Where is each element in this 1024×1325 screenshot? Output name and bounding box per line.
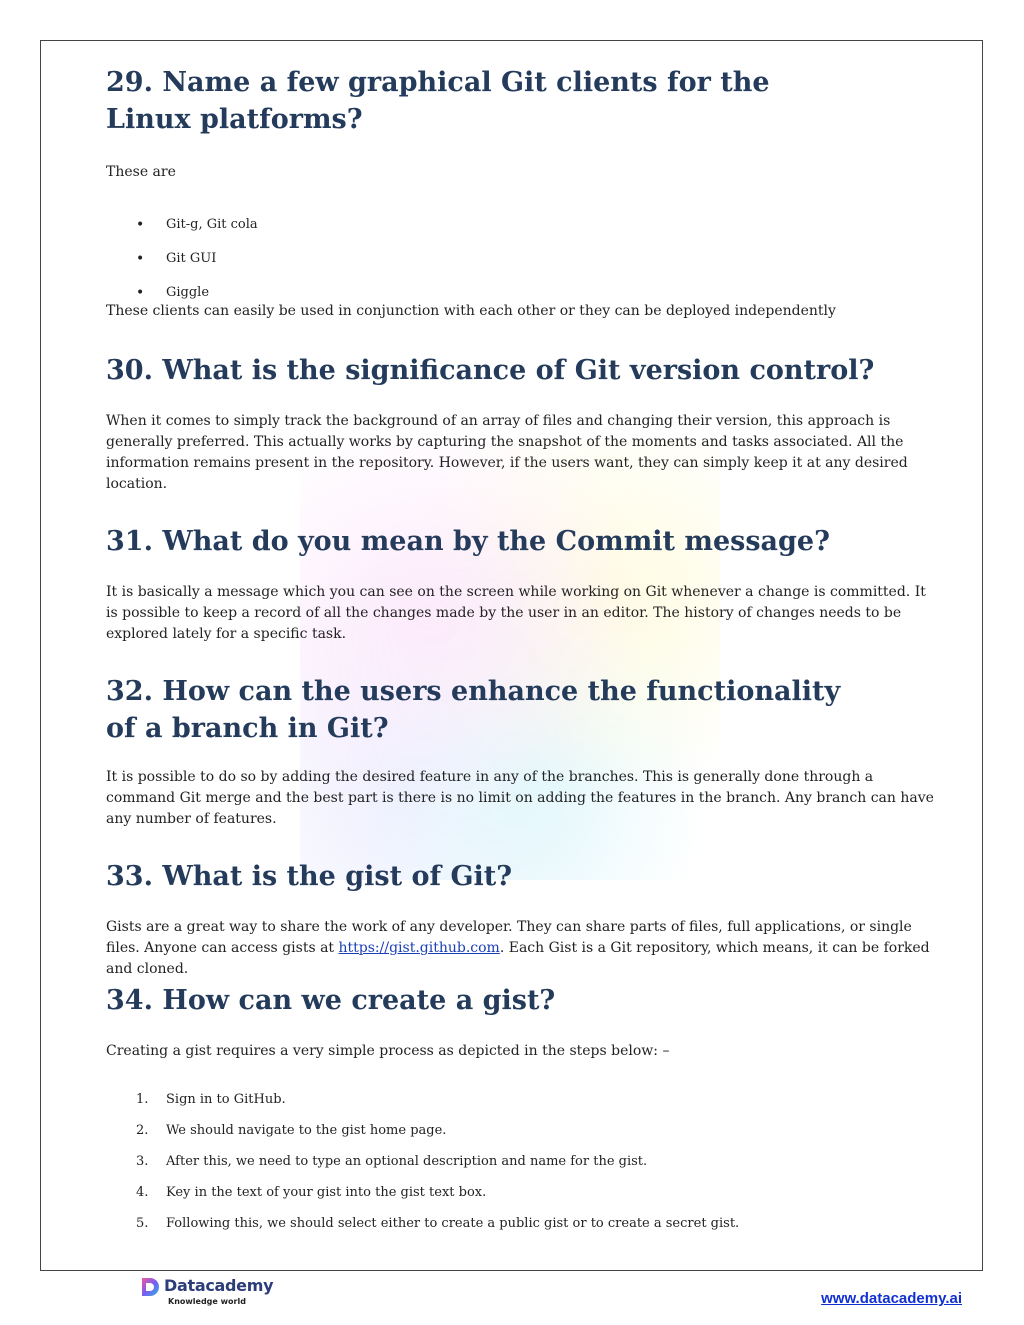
- question-34-heading: 34. How can we create a gist?: [106, 985, 556, 1016]
- question-31-body: It is basically a message which you can see on the screen while working on Git whenever a change is committed. It is possible to keep a record of all the changes made by the user in an editor. The history of changes needs to be explored lately for a specific task.: [106, 584, 926, 642]
- question-33-text-before: Gists are a great way to share the work of any developer. They can share parts of files, full applications, or single files. Anyone can access gists at: [106, 919, 912, 956]
- question-34-intro: Creating a gist requires a very simple process as depicted in the steps below: –: [106, 1043, 670, 1059]
- gist-steps-list: [106, 1090, 936, 1234]
- question-29-outro: These clients can easily be used in conjunction with each other or they can be deployed independently: [106, 303, 836, 319]
- datacademy-logo-icon: [140, 1276, 162, 1298]
- step-text: Key in the text of your gist into the gist text box.: [166, 1185, 487, 1200]
- step-number: 5.: [136, 1216, 149, 1231]
- list-item: [106, 1121, 936, 1141]
- step-number: 3.: [136, 1154, 149, 1169]
- question-29-intro: These are: [106, 164, 176, 180]
- question-29-heading: 29. Name a few graphical Git clients for the Linux platforms?: [106, 67, 770, 135]
- step-text: Following this, we should select either to create a public gist or to create a secret gist.: [166, 1216, 740, 1231]
- question-33-heading: 33. What is the gist of Git?: [106, 861, 513, 892]
- list-item: • Git-g, Git cola: [106, 215, 936, 235]
- list-item: [106, 1214, 936, 1234]
- question-33-text-after: . Each Gist is a Git repository, which means, it can be forked and cloned.: [106, 940, 930, 977]
- page-content: [106, 64, 936, 1234]
- question-30-heading: 30. What is the significance of Git version control?: [106, 355, 875, 386]
- list-item: [106, 1152, 936, 1172]
- git-clients-list: [106, 215, 936, 303]
- question-33-body: [106, 917, 936, 980]
- question-31-heading: 31. What do you mean by the Commit message?: [106, 526, 830, 557]
- question-30-body: When it comes to simply track the background of an array of files and changing their version, this approach is generally preferred. This actually works by capturing the snapshot of the moments and tasks associated. All the information remains present in the repository. However, if the users want, they can simply keep it at any desired location.: [106, 413, 908, 492]
- step-text: Sign in to GitHub.: [166, 1092, 286, 1107]
- datacademy-logo: [140, 1276, 280, 1308]
- logo-tagline: Knowledge world: [168, 1297, 246, 1306]
- logo-text: Datacademy: [164, 1276, 274, 1295]
- question-32-body: It is possible to do so by adding the desired feature in any of the branches. This is generally done through a command Git merge and the best part is there is no limit on adding the features in the branch. Any branch can have any number of features.: [106, 769, 934, 827]
- step-text: After this, we need to type an optional description and name for the gist.: [166, 1154, 648, 1169]
- step-number: 2.: [136, 1123, 149, 1138]
- step-number: 4.: [136, 1185, 149, 1200]
- list-item: [106, 1183, 936, 1203]
- list-item: • Giggle: [106, 283, 936, 303]
- list-item: [106, 1090, 936, 1110]
- step-number: 1.: [136, 1092, 149, 1107]
- website-link[interactable]: www.datacademy.ai: [821, 1290, 962, 1307]
- list-item: • Git GUI: [106, 249, 936, 269]
- gist-link[interactable]: https://gist.github.com: [338, 940, 500, 956]
- step-text: We should navigate to the gist home page.: [166, 1123, 447, 1138]
- question-32-heading: 32. How can the users enhance the functionality of a branch in Git?: [106, 676, 841, 744]
